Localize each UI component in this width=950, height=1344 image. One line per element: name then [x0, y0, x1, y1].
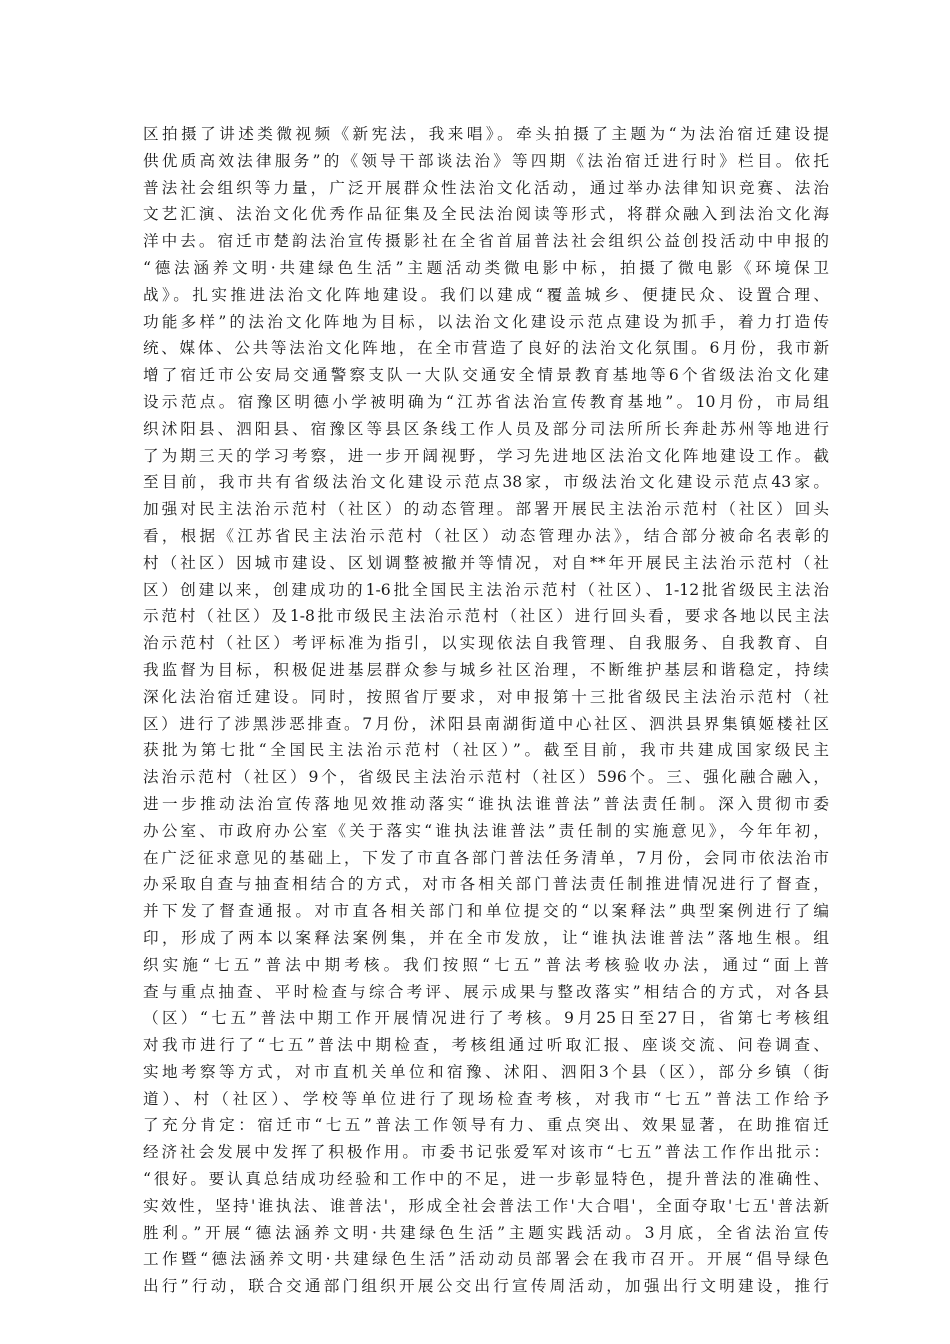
text-line: 胜利。”开展“德法涵养文明·共建绿色生活”主题实践活动。3月底，全省法治宣传 — [143, 1223, 829, 1242]
text-line: 了为期三天的学习考察，进一步开阔视野，学习先进地区法治文化阵地建设工作。截 — [143, 446, 829, 465]
text-line: 统、媒体、公共等法治文化阵地，在全市营造了良好的法治文化氛围。6月份，我市新 — [143, 339, 829, 358]
text-line: 实地考察等方式，对市直机关单位和宿豫、沭阳、泗阳3个县（区），部分乡镇（街 — [143, 1062, 829, 1081]
text-line: 工作暨“德法涵养文明·共建绿色生活”活动动员部署会在我市召开。开展“倡导绿色 — [143, 1250, 829, 1269]
text-line: 加强对民主法治示范村（社区）的动态管理。部署开展民主法治示范村（社区）回头 — [143, 500, 829, 519]
text-line: 供优质高效法律服务”的《领导干部谈法治》等四期《法治宿迁进行时》栏目。依托 — [143, 151, 829, 170]
text-line: 普法社会组织等力量，广泛开展群众性法治文化活动，通过举办法律知识竞赛、法治 — [143, 178, 829, 197]
text-line: 设示范点。宿豫区明德小学被明确为“江苏省法治宣传教育基地”。10月份，市局组 — [143, 392, 829, 411]
text-line: 并下发了督查通报。对市直各相关部门和单位提交的“以案释法”典型案例进行了编 — [143, 902, 829, 921]
text-line: （区）“七五”普法中期工作开展情况进行了考核。9月25日至27日，省第七考核组 — [143, 1009, 829, 1028]
text-line: 区）创建以来，创建成功的1-6批全国民主法治示范村（社区）、1-12批省级民主法治 — [143, 580, 829, 599]
text-line: 我监督为目标，积极促进基层群众参与城乡社区治理，不断维护基层和谐稳定，持续 — [143, 660, 829, 679]
text-line: 织实施“七五”普法中期考核。我们按照“七五”普法考核验收办法，通过“面上普 — [143, 955, 829, 974]
text-line: 文艺汇演、法治文化优秀作品征集及全民法治阅读等形式，将群众融入到法治文化海 — [143, 205, 829, 224]
text-line: 深化法治宿迁建设。同时，按照省厅要求，对申报第十三批省级民主法治示范村（社 — [143, 687, 829, 706]
text-line: 看，根据《江苏省民主法治示范村（社区）动态管理办法》，结合部分被命名表彰的 — [143, 526, 829, 545]
document-page — [143, 121, 829, 1300]
text-line: 村（社区）因城市建设、区划调整被撤并等情况，对自**年开展民主法治示范村（社 — [143, 553, 829, 572]
text-line: 在广泛征求意见的基础上，下发了市直各部门普法任务清单，7月份，会同市依法治市 — [143, 848, 829, 867]
text-line: 了充分肯定：宿迁市“七五”普法工作领导有力、重点突出、效果显著，在助推宿迁 — [143, 1116, 829, 1135]
text-line: 查与重点抽查、平时检查与综合考评、展示成果与整改落实”相结合的方式，对各县 — [143, 982, 829, 1001]
text-line: 至目前，我市共有省级法治文化建设示范点38家，市级法治文化建设示范点43家。 — [143, 473, 829, 492]
text-line: 增了宿迁市公安局交通警察支队一大队交通安全情景教育基地等6个省级法治文化建 — [143, 366, 829, 385]
text-line: 印，形成了两本以案释法案例集，并在全市发放，让“谁执法谁普法”落地生根。组 — [143, 928, 829, 947]
text-line: 功能多样”的法治文化阵地为目标，以法治文化建设示范点建设为抓手，着力打造传 — [143, 312, 829, 331]
text-line: 织沭阳县、泗阳县、宿豫区等县区条线工作人员及部分司法所所长奔赴苏州等地进行 — [143, 419, 829, 438]
text-line: 治示范村（社区）考评标准为指引，以实现依法自我管理、自我服务、自我教育、自 — [143, 634, 829, 653]
text-line: 实效性，坚持'谁执法、谁普法'，形成全社会普法工作'大合唱'，全面夺取'七五'普法新 — [143, 1196, 829, 1215]
text-line: 示范村（社区）及1-8批市级民主法治示范村（社区）进行回头看，要求各地以民主法 — [143, 607, 829, 626]
text-line: 对我市进行了“七五”普法中期检查，考核组通过听取汇报、座谈交流、问卷调查、 — [143, 1036, 829, 1055]
text-line: 区拍摄了讲述类微视频《新宪法，我来唱》。牵头拍摄了主题为“为法治宿迁建设提 — [143, 125, 829, 143]
text-line: 经济社会发展中发挥了积极作用。市委书记张爱军对该市“七五”普法工作作出批示： — [143, 1143, 829, 1162]
text-line: 法治示范村（社区）9个，省级民主法治示范村（社区）596个。三、强化融合融入， — [143, 768, 829, 787]
text-line: 进一步推动法治宣传落地见效推动落实“谁执法谁普法”普法责任制。深入贯彻市委 — [143, 794, 829, 813]
text-line: 洋中去。宿迁市楚韵法治宣传摄影社在全省首届普法社会组织公益创投活动中申报的 — [143, 232, 829, 251]
text-line: 道）、村（社区）、学校等单位进行了现场检查考核，对我市“七五”普法工作给予 — [143, 1089, 829, 1108]
text-line: 获批为第七批“全国民主法治示范村（社区）”。截至目前，我市共建成国家级民主 — [143, 741, 829, 760]
text-line: 战》。扎实推进法治文化阵地建设。我们以建成“覆盖城乡、便捷民众、设置合理、 — [143, 285, 829, 304]
text-line: 区）进行了涉黑涉恶排查。7月份，沭阳县南湖街道中心社区、泗洪县界集镇姬楼社区 — [143, 714, 829, 733]
text-line: 办公室、市政府办公室《关于落实“谁执法谁普法”责任制的实施意见》，今年年初， — [143, 821, 829, 840]
text-line: 出行”行动，联合交通部门组织开展公交出行宣传周活动，加强出行文明建设，推行 — [143, 1277, 829, 1296]
text-line: “很好。要认真总结成功经验和工作中的不足，进一步彰显特色，提升普法的准确性、 — [143, 1170, 829, 1189]
text-line: 办采取自查与抽查相结合的方式，对市各相关部门普法责任制推进情况进行了督查， — [143, 875, 829, 894]
text-line: “德法涵养文明·共建绿色生活”主题活动类微电影中标，拍摄了微电影《环境保卫 — [143, 258, 829, 277]
